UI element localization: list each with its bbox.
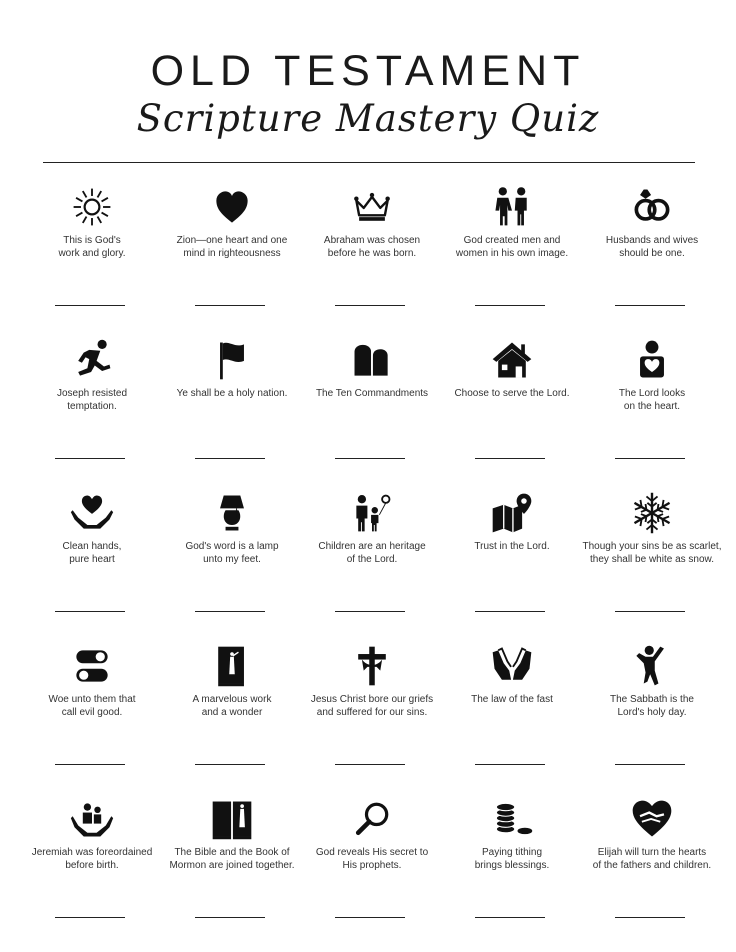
answer-blank[interactable]: [55, 764, 125, 765]
map-pin-icon: [487, 488, 537, 538]
item-caption: Jesus Christ bore our griefs and suffered for our sins.: [310, 694, 434, 718]
item-caption: Choose to serve the Lord.: [454, 388, 570, 399]
quiz-item: [302, 792, 442, 945]
cupped-hands-icon: [487, 641, 537, 691]
quiz-item: [442, 333, 582, 486]
item-caption: Children are an heritage of the Lord.: [318, 541, 426, 565]
answer-blank[interactable]: [615, 764, 685, 765]
item-caption: Ye shall be a holy nation.: [176, 388, 288, 399]
answer-blank[interactable]: [335, 917, 405, 918]
cross-cloth-icon: [347, 641, 397, 691]
answer-blank[interactable]: [475, 458, 545, 459]
item-caption: Clean hands, pure heart: [62, 541, 122, 565]
quiz-item: [162, 792, 302, 945]
page-title: OLD TESTAMENT: [150, 47, 586, 95]
header-divider: [43, 162, 695, 163]
quiz-item: [582, 333, 722, 486]
item-caption: Trust in the Lord.: [474, 541, 550, 552]
answer-blank[interactable]: [195, 917, 265, 918]
answer-blank[interactable]: [475, 305, 545, 306]
man-woman-icon: [487, 182, 537, 232]
running-man-icon: [67, 335, 117, 385]
quiz-item: [442, 639, 582, 792]
sun-icon: [67, 182, 117, 232]
item-caption: The Ten Commandments: [315, 388, 429, 399]
quiz-item: [582, 180, 722, 333]
heart-icon: [207, 182, 257, 232]
quiz-item: [22, 333, 162, 486]
jumping-person-icon: [627, 641, 677, 691]
item-caption: Woe unto them that call evil good.: [48, 694, 136, 718]
answer-blank[interactable]: [195, 764, 265, 765]
quiz-item: [442, 792, 582, 945]
quiz-item: [22, 639, 162, 792]
quiz-item: [162, 486, 302, 639]
crown-icon: [347, 182, 397, 232]
snowflake-icon: [627, 488, 677, 538]
toggle-switches-icon: [67, 641, 117, 691]
answer-blank[interactable]: [475, 764, 545, 765]
quiz-item: [162, 333, 302, 486]
answer-blank[interactable]: [335, 764, 405, 765]
quiz-item: [582, 792, 722, 945]
answer-blank[interactable]: [55, 611, 125, 612]
item-caption: God created men and women in his own image.: [455, 235, 569, 259]
answer-blank[interactable]: [335, 611, 405, 612]
answer-blank[interactable]: [615, 458, 685, 459]
answer-blank[interactable]: [475, 611, 545, 612]
item-caption: Husbands and wives should be one.: [605, 235, 699, 259]
quiz-item: [162, 639, 302, 792]
item-caption: Zion—one heart and one mind in righteousness: [176, 235, 288, 259]
item-caption: Paying tithing brings blessings.: [474, 847, 550, 871]
two-books-icon: [207, 794, 257, 844]
item-caption: The law of the fast: [471, 694, 553, 705]
hands-family-icon: [67, 794, 117, 844]
answer-blank[interactable]: [55, 917, 125, 918]
answer-blank[interactable]: [615, 305, 685, 306]
answer-blank[interactable]: [195, 305, 265, 306]
book-of-mormon-icon: [207, 641, 257, 691]
quiz-item: [302, 486, 442, 639]
answer-blank[interactable]: [195, 458, 265, 459]
quiz-item: [582, 639, 722, 792]
item-caption: Jeremiah was foreordained before birth.: [31, 847, 153, 871]
quiz-item: [442, 486, 582, 639]
item-caption: The Bible and the Book of Mormon are joined together.: [169, 847, 295, 871]
lamp-icon: [207, 488, 257, 538]
item-caption: This is God's work and glory.: [58, 235, 126, 259]
answer-blank[interactable]: [615, 611, 685, 612]
coins-icon: [487, 794, 537, 844]
parent-child-icon: [347, 488, 397, 538]
item-caption: Joseph resisted temptation.: [56, 388, 128, 412]
magnifying-glass-icon: [347, 794, 397, 844]
quiz-item: [302, 639, 442, 792]
item-caption: The Lord looks on the heart.: [618, 388, 686, 412]
answer-blank[interactable]: [475, 917, 545, 918]
item-caption: Elijah will turn the hearts of the fathers and children.: [592, 847, 712, 871]
quiz-grid: [22, 180, 722, 935]
flag-icon: [207, 335, 257, 385]
quiz-item: [442, 180, 582, 333]
hands-heart-icon: [67, 488, 117, 538]
quiz-item: [302, 333, 442, 486]
heart-hands-icon: [627, 794, 677, 844]
quiz-item: [582, 486, 722, 639]
page-subtitle: Scripture Mastery Quiz: [136, 97, 600, 140]
house-icon: [487, 335, 537, 385]
person-heart-icon: [627, 335, 677, 385]
quiz-item: [22, 180, 162, 333]
item-caption: The Sabbath is the Lord's holy day.: [610, 694, 694, 718]
item-caption: Abraham was chosen before he was born.: [323, 235, 421, 259]
answer-blank[interactable]: [335, 458, 405, 459]
answer-blank[interactable]: [195, 611, 265, 612]
answer-blank[interactable]: [55, 458, 125, 459]
item-caption: A marvelous work and a wonder: [192, 694, 272, 718]
linked-rings-icon: [627, 182, 677, 232]
item-caption: Though your sins be as scarlet, they shall be white as snow.: [582, 541, 722, 565]
quiz-item: [22, 486, 162, 639]
answer-blank[interactable]: [335, 305, 405, 306]
item-caption: God's word is a lamp unto my feet.: [185, 541, 279, 565]
quiz-item: [302, 180, 442, 333]
quiz-item: [22, 792, 162, 945]
answer-blank[interactable]: [615, 917, 685, 918]
item-caption: God reveals His secret to His prophets.: [315, 847, 429, 871]
quiz-item: [162, 180, 302, 333]
stone-tablets-icon: [347, 335, 397, 385]
answer-blank[interactable]: [55, 305, 125, 306]
